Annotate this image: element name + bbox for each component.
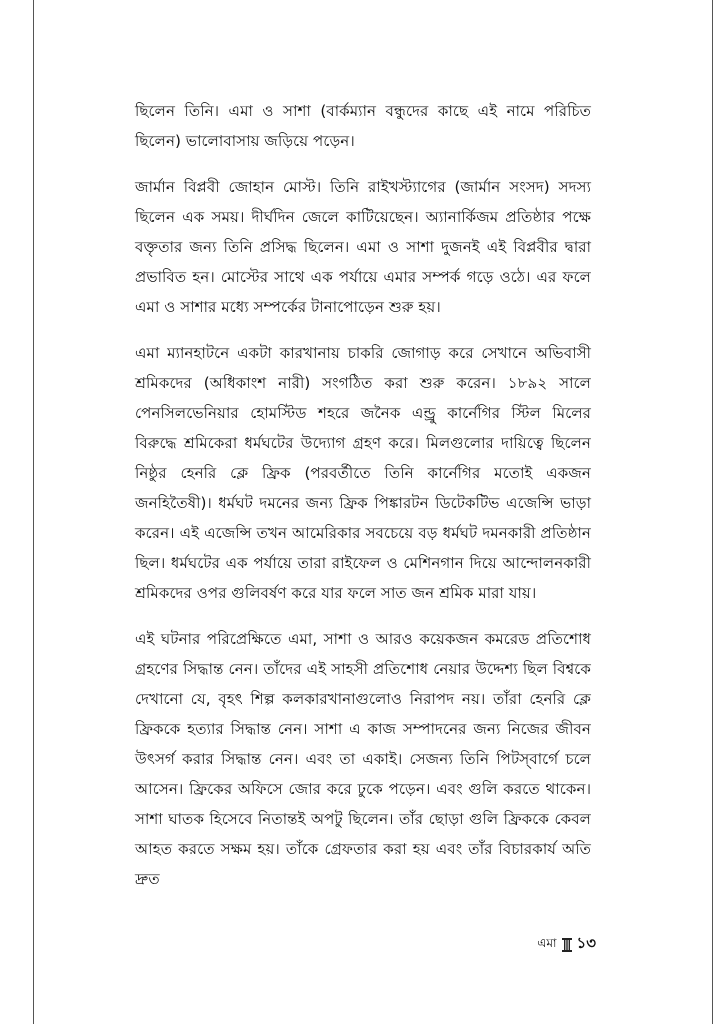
crop-line-left [33, 0, 34, 1024]
paragraph-1: ছিলেন তিনি। এমা ও সাশা (বার্কম্যান বন্ধুদের কাছে এই নামে পরিচিত ছিলেন) ভালোবাসায় জড়িয়ে পড়েন। [135, 102, 591, 150]
pillar-ornament-icon [561, 937, 573, 953]
paragraph-3: এমা ম্যানহাটনে একটা কারখানায় চাকরি জোগাড় করে সেখানে অভিবাসী শ্রমিকদের (অধিকাংশ নারী) সংগঠিত করা শুরু করেন। ১৮৯২ সালে পেনসিলভেনিয়ার হোমস্টিড শহরে জনৈক এন্ড্রু কার্নেগির স্টিল মিলের বিরুদ্ধে শ্রমিকেরা ধর্মঘটের উদ্যোগ গ্রহণ করে। মিলগুলোর দায়িত্বে ছিলেন নিষ্ঠুর হেনরি ক্লে ফ্রিক (পরবর্তীতে তিনি কার্নেগির মতোই একজন জনহিতৈষী)। ধর্মঘট দমনের জন্য ফ্রিক পিঙ্কারটন ডিটেকটিভ এজেন্সি ভাড়া করেন। এই এজেন্সি তখন আমেরিকার সবচেয়ে বড় ধর্মঘট দমনকারী প্রতিষ্ঠান ছিল। ধর্মঘটের এক পর্যায়ে তারা রাইফেল ও মেশিনগান দিয়ে আন্দোলনকারী শ্রমিকদের ওপর গুলিবর্ষণ করে যার ফলে সাত জন শ্রমিক মারা যায়। [135, 344, 591, 602]
page-footer [537, 932, 596, 957]
paragraph-4: এই ঘটনার পরিপ্রেক্ষিতে এমা, সাশা ও আরও কয়েকজন কমরেড প্রতিশোধ গ্রহণের সিদ্ধান্ত নেন। তাঁদের এই সাহসী প্রতিশোধ নেয়ার উদ্দেশ্য ছিল বিশ্বকে দেখানো যে, বৃহৎ শিল্প কলকারখানাগুলোও নিরাপদ নয়। তাঁরা হেনরি ক্লে ফ্রিককে হত্যার সিদ্ধান্ত নেন। সাশা এ কাজ সম্পাদনের জন্য নিজের জীবন উৎসর্গ করার সিদ্ধান্ত নেন। এবং তা একাই। সেজন্য তিনি পিটস্‌বার্গে চলে আসেন। ফ্রিকের অফিসে জোর করে ঢুকে পড়েন। এবং গুলি করতে থাকেন। সাশা ঘাতক হিসেবে নিতান্তই অপটু ছিলেন। তাঁর ছোড়া গুলি ফ্রিককে কেবল আহত করতে সক্ষম হয়। তাঁকে গ্রেফতার করা হয় এবং তাঁর বিচারকার্য অতি দ্রুত [135, 630, 591, 888]
body-text [135, 96, 591, 910]
paragraph-2: জার্মান বিপ্লবী জোহান মোস্ট। তিনি রাইখস্ট্যাগের (জার্মান সংসদ) সদস্য ছিলেন এক সময়। দীর্ঘদিন জেলে কাটিয়েছেন। অ্যানার্কিজম প্রতিষ্ঠার পক্ষে বক্তৃতার জন্য তিনি প্রসিদ্ধ ছিলেন। এমা ও সাশা দুজনই এই বিপ্লবীর দ্বারা প্রভাবিত হন। মোস্টের সাথে এক পর্যায়ে এমার সম্পর্ক গড়ে ওঠে। এর ফলে এমা ও সাশার মধ্যে সম্পর্কের টানাপোড়েন শুরু হয়। [135, 178, 591, 316]
crop-line-right [712, 0, 713, 1024]
page-number: ১৩ [576, 934, 596, 952]
running-title: এমা [537, 935, 557, 950]
